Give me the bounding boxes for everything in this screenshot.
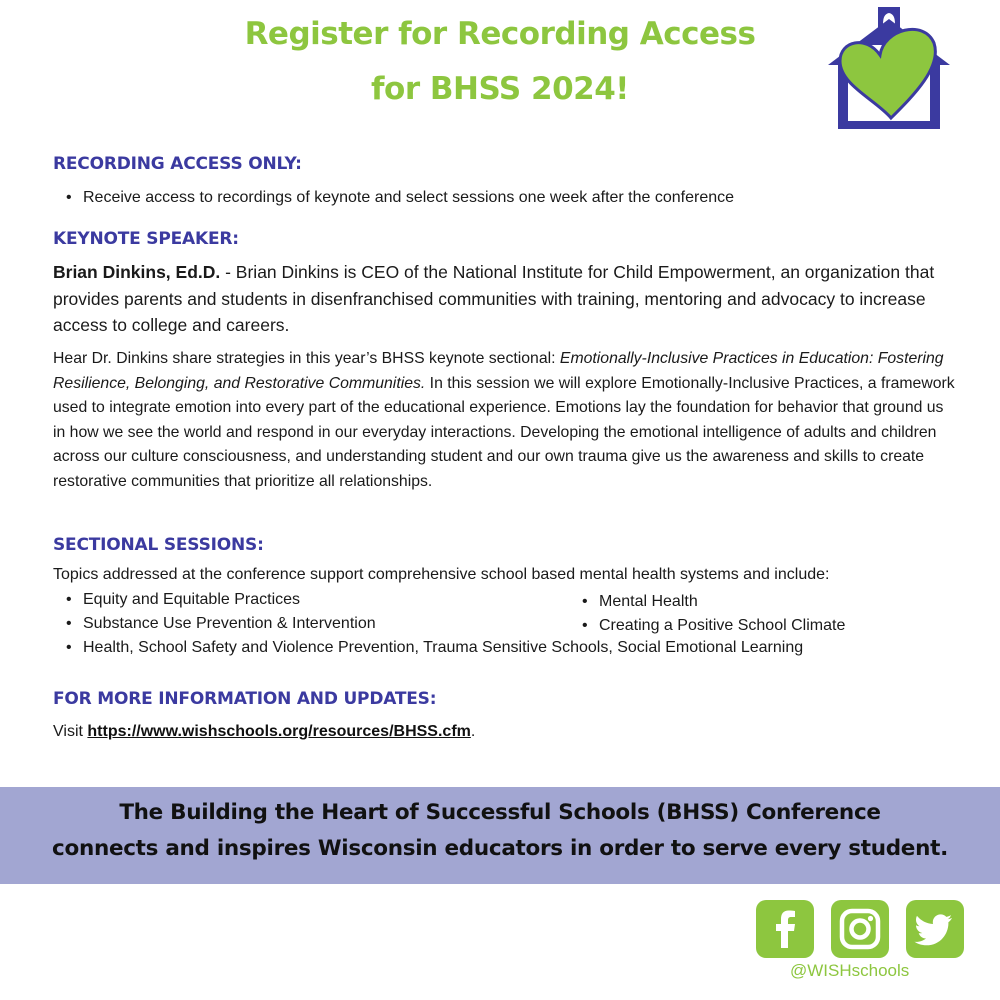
- twitter-icon[interactable]: [906, 900, 964, 958]
- keynote-description-paragraph: [53, 347, 958, 494]
- list-item: • Substance Use Prevention & Intervention: [83, 614, 376, 634]
- list-item: • Creating a Positive School Climate: [599, 616, 845, 636]
- list-item: • Equity and Equitable Practices: [83, 590, 300, 610]
- keynote-heading: KEYNOTE SPEAKER:: [53, 229, 239, 249]
- keynote-description: In this session we will explore Emotionally-Inclusive Practices, a framework used to integrate emotion into every part of the educational experience. Emotions lay the foundation for behavior that ground us in how we see the world and respond in our everyday interactions. Developing the emotional intelligence of adults and children across our culture consciousness, and understanding student and our own trauma give us the awareness and skills to create restorative communities that prioritize all relationships.: [53, 374, 955, 490]
- list-item: • Health, School Safety and Violence Prevention, Trauma Sensitive Schools, Social Emotional Learning: [83, 638, 803, 658]
- topics-intro: Topics addressed at the conference support comprehensive school based mental health systems and include:: [53, 566, 830, 583]
- facebook-icon[interactable]: [756, 900, 814, 958]
- banner-line-1: The Building the Heart of Successful Schools (BHSS) Conference: [119, 800, 881, 825]
- sectional-sessions-heading: SECTIONAL SESSIONS:: [53, 535, 264, 555]
- list-item: • Mental Health: [599, 592, 698, 612]
- schoolhouse-heart-icon: [826, 5, 952, 129]
- social-handle[interactable]: @WISHschools: [790, 961, 910, 980]
- visit-line: [53, 723, 475, 741]
- page-title-line-2: for BHSS 2024!: [371, 71, 629, 107]
- list-item: • Receive access to recordings of keynote and select sessions one week after the conference: [83, 188, 734, 208]
- speaker-bio: - Brian Dinkins is CEO of the National Institute for Child Empowerment, an organization that provides parents and students in disenfranchised communities with training, mentoring and advocacy to increase access to college and careers.: [53, 262, 935, 335]
- banner-line-2: connects and inspires Wisconsin educators in order to serve every student.: [52, 836, 948, 861]
- keynote-bio-paragraph: [53, 259, 953, 339]
- recording-access-heading: RECORDING ACCESS ONLY:: [53, 154, 302, 174]
- keynote-intro: Hear Dr. Dinkins share strategies in this year’s BHSS keynote sectional:: [53, 350, 560, 367]
- bhss-resources-link[interactable]: https://www.wishschools.org/resources/BHSS.cfm: [87, 723, 471, 740]
- keynote-session-title: Emotionally-Inclusive Practices in Education: Fostering Resilience, Belonging, and Restorative Communities.: [53, 350, 944, 392]
- visit-label: Visit: [53, 723, 88, 740]
- speaker-name: Brian Dinkins, Ed.D.: [53, 262, 221, 282]
- page-title-line-1: Register for Recording Access: [244, 16, 756, 52]
- more-info-heading: FOR MORE INFORMATION AND UPDATES:: [53, 689, 437, 709]
- instagram-icon[interactable]: [831, 900, 889, 958]
- conference-banner: [0, 787, 1000, 884]
- visit-suffix: .: [470, 723, 476, 740]
